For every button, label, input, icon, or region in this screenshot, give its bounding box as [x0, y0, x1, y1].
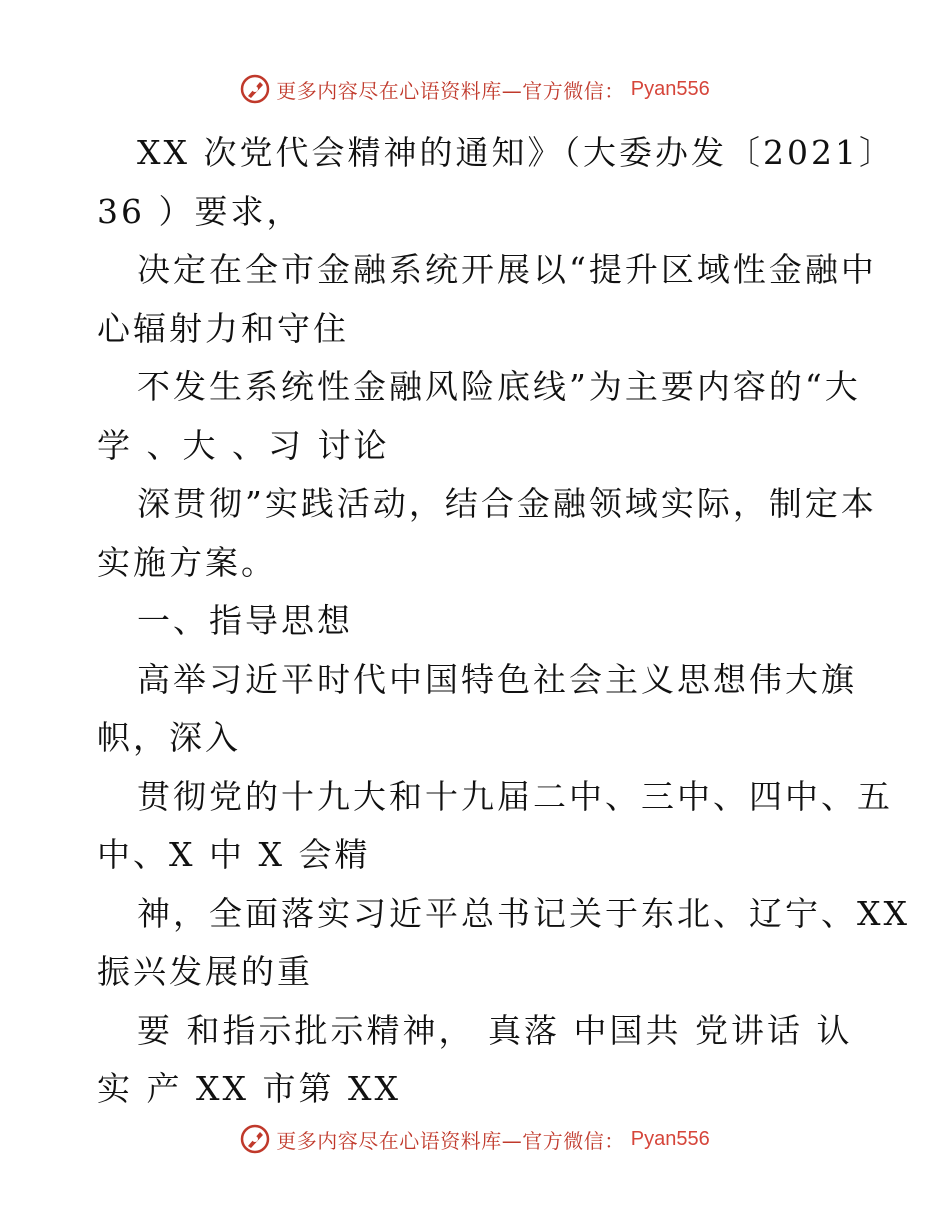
text-line: 36 ）要求，	[97, 191, 303, 231]
watermark-handle: Pyan556	[630, 77, 710, 100]
watermark-header	[0, 74, 950, 104]
text-line: 高举习近平时代中国特色社会主义思想伟大旗	[137, 659, 857, 699]
text-line: XX 次党代会精神的通知》（大委办发〔2021〕	[137, 133, 895, 172]
watermark-footer	[0, 1124, 950, 1154]
text-line: 学 、大 、习 讨论	[97, 425, 390, 465]
watermark-text: 更多内容尽在心语资料库—官方微信：	[276, 78, 625, 103]
text-line: 实 产 XX 市第 XX	[97, 1069, 401, 1108]
text-line: 帜，深入	[97, 718, 241, 757]
pen-logo-icon	[240, 74, 270, 104]
text-line: 深贯彻”实践活动，结合金融领域实际，制定本	[137, 484, 877, 523]
text-line: 中、X 中 X 会精	[97, 835, 371, 874]
text-line: 心辐射力和守住	[97, 308, 349, 348]
text-line: 一、指导思想	[137, 601, 353, 640]
text-line: 振兴发展的重	[97, 952, 313, 991]
watermark-text: 更多内容尽在心语资料库—官方微信：	[276, 1128, 625, 1153]
text-line: 决定在全市金融系统开展以“提升区域性金融中	[137, 250, 877, 289]
text-line: 要 和指示批示精神， 真落 中国共 党讲话 认	[137, 1010, 853, 1050]
pen-logo-icon	[240, 1124, 270, 1154]
text-line: 贯彻党的十九大和十九届二中、三中、四中、五	[137, 776, 893, 816]
text-line: 实施方案。	[97, 542, 277, 582]
watermark-handle: Pyan556	[630, 1127, 710, 1150]
text-line: 不发生系统性金融风险底线”为主要内容的“大	[137, 367, 861, 406]
document-body	[97, 124, 910, 1119]
text-line: 神，全面落实习近平总书记关于东北、辽宁、XX	[137, 893, 910, 933]
